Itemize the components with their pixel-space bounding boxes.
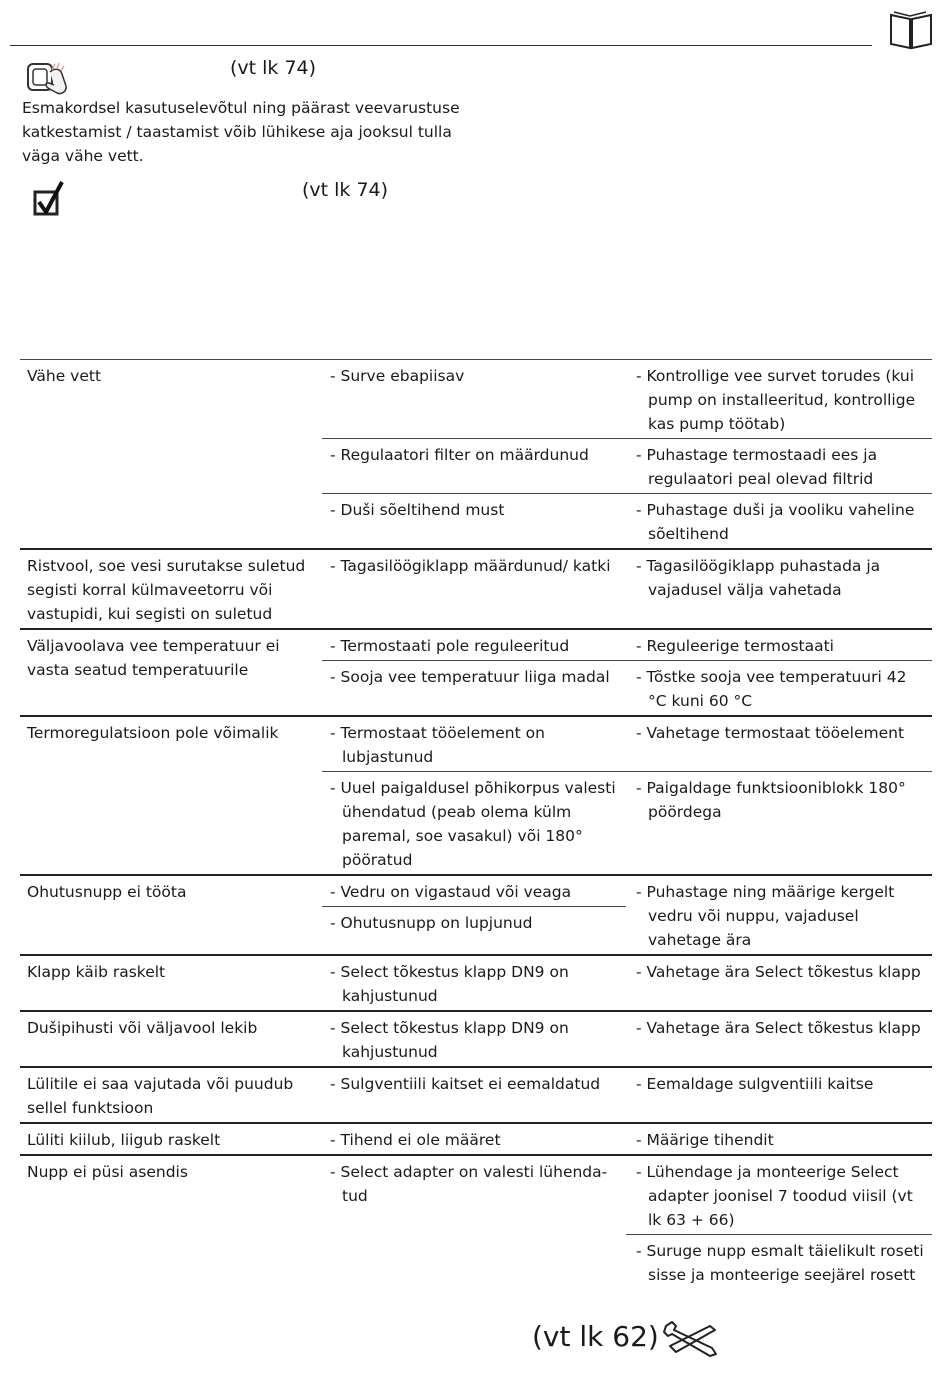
hand-pressing-icon [24, 58, 72, 98]
problem-cell: Vähe vett [27, 367, 102, 385]
problem-cell: Ohutusnupp ei tööta [27, 883, 187, 901]
page-ref-bottom: (vt lk 62) [532, 1320, 659, 1353]
table-row [20, 359, 932, 548]
solution-cell: - Eemaldage sulgventiili kaitse [636, 1075, 874, 1093]
book-icon [888, 10, 934, 50]
cause-cell: - Select tõkestus klapp DN9 on kahjustunud [330, 1019, 569, 1061]
table-row [20, 954, 932, 1010]
solution-cell: - Vahetage termostaat tööelement [636, 724, 905, 742]
table-row [20, 1122, 932, 1154]
table-row [20, 1066, 932, 1122]
solution-cell: - Lühendage ja monteerige Select adapter joonisel 7 toodud viisil (vt lk 63 + 66) [636, 1163, 913, 1229]
problem-cell: Nupp ei püsi asendis [27, 1163, 188, 1181]
solution-cell: - Vahetage ära Select tõkestus klapp [636, 963, 921, 981]
cause-cell: - Termostaat tööelement on lubjastunud [330, 724, 545, 766]
wrench-icon [660, 1318, 720, 1358]
problem-cell: Klapp käib raskelt [27, 963, 166, 981]
header-rule [10, 45, 872, 46]
cause-cell: - Vedru on vigastaud või veaga [330, 883, 572, 901]
page-ref-check: (vt lk 74) [302, 179, 389, 201]
problem-cell: Väljavoolava vee temperatuur ei vasta seatud temperatuurile [27, 637, 280, 679]
table-row [20, 1010, 932, 1066]
cause-cell: - Ohutusnupp on lupjunud [322, 906, 626, 937]
cause-cell: - Regulaatori filter on määrdunud [322, 438, 626, 493]
table-row [20, 548, 932, 628]
cause-cell: - Duši sõeltihend must [322, 493, 626, 548]
solution-cell: - Tagasilöögiklapp puhastada ja vajadusel välja vahetada [636, 557, 881, 599]
solution-cell: - Reguleerige termostaati [636, 637, 834, 655]
troubleshooting-table [20, 359, 932, 1289]
solution-cell: - Tõstke sooja vee temperatuuri 42 °C kuni 60 °C [626, 660, 932, 715]
table-row [20, 715, 932, 874]
intro-text: Esmakordsel kasutuselevõtul ning päärast veevarustuse katkestamist / taastamist võib lühikese aja jooksul tulla väga vähe vett. [22, 99, 460, 165]
solution-cell: - Puhastage ning määrige kergelt vedru või nuppu, vajadusel vahetage ära [636, 883, 895, 949]
cause-cell: - Sooja vee temperatuur liiga madal [322, 660, 626, 715]
cause-cell: - Select tõkestus klapp DN9 on kahjustunud [330, 963, 569, 1005]
cause-cell: - Uuel paigaldusel põhikorpus valesti ühendatud (peab olema külm paremal, soe vasakul) või 180° pööratud [322, 771, 626, 874]
solution-cell: - Kontrollige vee survet torudes (kui pump on installeeritud, kontrollige kas pump töötab) [636, 367, 916, 433]
table-row [20, 628, 932, 715]
cause-cell: - Surve ebapiisav [330, 367, 465, 385]
solution-cell: - Suruge nupp esmalt täielikult roseti sisse ja monteerige seejärel rosett [626, 1234, 932, 1289]
problem-cell: Lülitile ei saa vajutada või puudub sellel funktsioon [27, 1075, 294, 1117]
table-row [20, 874, 932, 954]
solution-cell: - Määrige tihendit [636, 1131, 774, 1149]
solution-cell: - Puhastage termostaadi ees ja regulaatori peal olevad filtrid [626, 438, 932, 493]
cause-cell: - Select adapter on valesti lühenda- tud [330, 1163, 608, 1205]
problem-cell: Ristvool, soe vesi surutakse suletud segisti korral külmaveetorru või vastupidi, kui segisti on suletud [27, 557, 306, 623]
cause-cell: - Tagasilöögiklapp määrdunud/ katki [330, 557, 611, 575]
cause-cell: - Tihend ei ole määret [330, 1131, 501, 1149]
solution-cell: - Vahetage ära Select tõkestus klapp [636, 1019, 921, 1037]
cause-cell: - Termostaati pole reguleeritud [330, 637, 570, 655]
page-ref-top: (vt lk 74) [230, 57, 317, 79]
solution-cell: - Puhastage duši ja vooliku vaheline sõeltihend [626, 493, 932, 548]
problem-cell: Lüliti kiilub, liigub raskelt [27, 1131, 221, 1149]
problem-cell: Dušipihusti või väljavool lekib [27, 1019, 258, 1037]
checkbox-icon [32, 180, 66, 218]
table-row [20, 1154, 932, 1289]
problem-cell: Termoregulatsioon pole võimalik [27, 724, 279, 742]
cause-cell: - Sulgventiili kaitset ei eemaldatud [330, 1075, 601, 1093]
solution-cell: - Paigaldage funktsiooniblokk 180° pöördega [626, 771, 932, 874]
